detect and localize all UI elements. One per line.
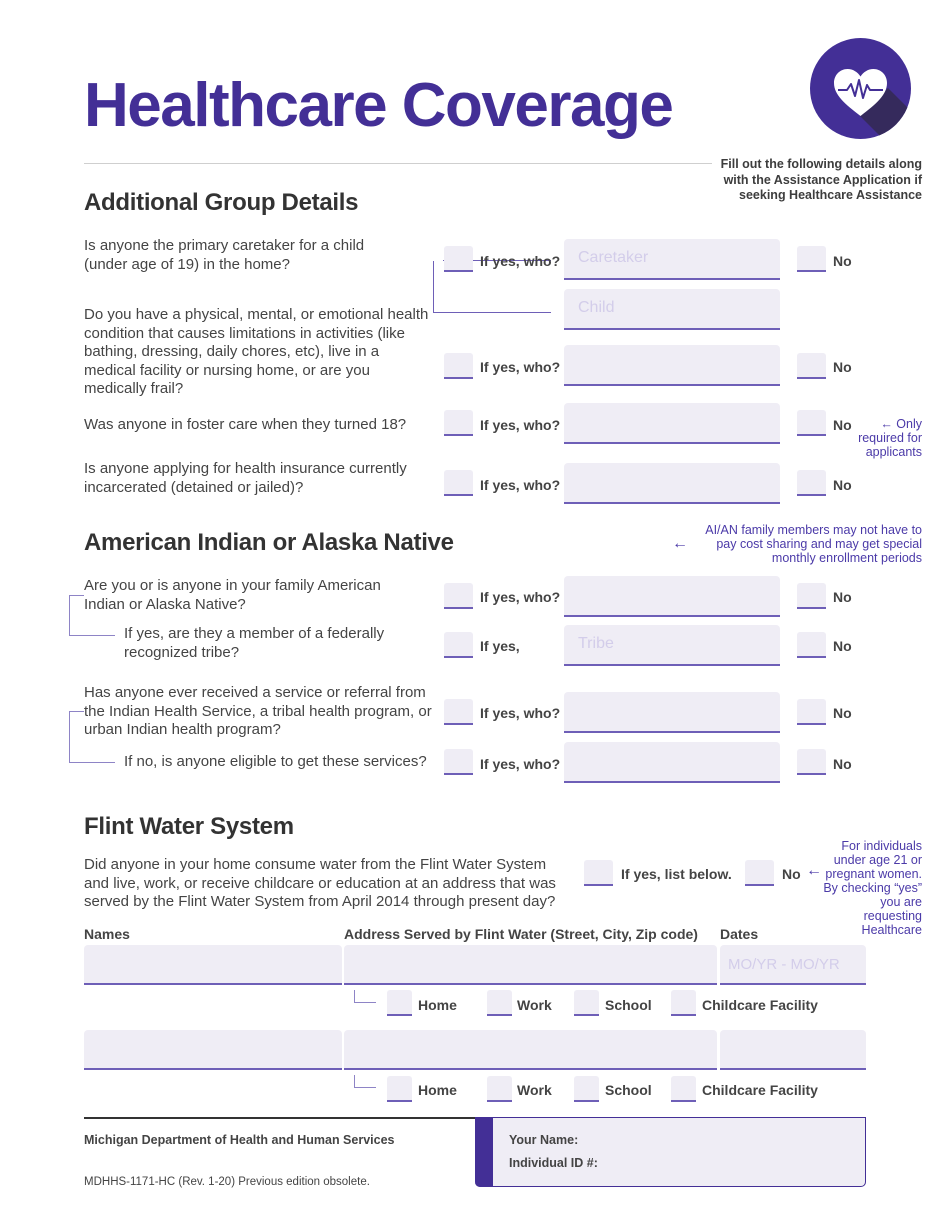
flint-row1-dates-field[interactable]: MO/YR - MO/YR (720, 945, 866, 985)
your-name-label[interactable]: Your Name: (509, 1133, 579, 1147)
row1-work-checkbox[interactable] (487, 990, 512, 1016)
foster-yes-checkbox[interactable] (444, 410, 473, 436)
flint-row1-name-field[interactable] (84, 945, 342, 985)
tribe-yes-checkbox[interactable] (444, 632, 473, 658)
foster-yes-label: If yes, who? (480, 417, 561, 433)
flint-note-arrow: ← (806, 862, 822, 879)
caretaker-no-label: No (833, 253, 852, 269)
question-ihs-eligible: If no, is anyone eligible to get these services? (124, 753, 427, 770)
aian-note: AI/AN family members may not have to pay cost sharing and may get special monthly enrollment periods (705, 523, 922, 565)
row1-school-checkbox[interactable] (574, 990, 599, 1016)
eligible-yes-checkbox[interactable] (444, 749, 473, 775)
column-dates: Dates (720, 926, 759, 942)
section-heading-group: Additional Group Details (84, 189, 359, 216)
row2-childcare-checkbox[interactable] (671, 1076, 696, 1102)
flint-yes-checkbox[interactable] (584, 860, 613, 886)
row1-work-label: Work (517, 997, 552, 1013)
flint-row2-address-field[interactable] (344, 1030, 717, 1070)
flint-note: For individuals under age 21 or pregnant women. By checking “yes” you are requesting Healthcare (823, 839, 922, 937)
page-title: Healthcare Coverage (84, 71, 673, 140)
flint-no-label: No (782, 866, 801, 882)
row1-childcare-label: Childcare Facility (702, 997, 818, 1013)
row2-work-checkbox[interactable] (487, 1076, 512, 1102)
incarcerated-no-checkbox[interactable] (797, 470, 826, 496)
individual-id-label[interactable]: Individual ID #: (509, 1156, 598, 1170)
health-no-label: No (833, 359, 852, 375)
aian-yes-label: If yes, who? (480, 589, 561, 605)
aian-yes-checkbox[interactable] (444, 583, 473, 609)
eligible-no-checkbox[interactable] (797, 749, 826, 775)
section-heading-aian: American Indian or Alaska Native (84, 529, 454, 556)
foster-no-checkbox[interactable] (797, 410, 826, 436)
aian-no-checkbox[interactable] (797, 583, 826, 609)
foster-no-label: No (833, 417, 852, 433)
caretaker-yes-label: If yes, who? (480, 253, 561, 269)
column-names: Names (84, 926, 130, 942)
section-heading-flint: Flint Water System (84, 813, 294, 840)
row2-connector (354, 1075, 376, 1088)
flint-row2-name-field[interactable] (84, 1030, 342, 1070)
caretaker-no-checkbox[interactable] (797, 246, 826, 272)
question-ihs-service: Has anyone ever received a service or referral from the Indian Health Service, a tribal health program, or urban Indian health program? (84, 684, 434, 740)
row2-school-checkbox[interactable] (574, 1076, 599, 1102)
header-divider (84, 163, 712, 164)
eligible-no-label: No (833, 756, 852, 772)
foster-note: ← Only required for applicants (858, 417, 922, 459)
child-field[interactable]: Child (564, 289, 780, 330)
row2-home-label: Home (418, 1082, 457, 1098)
caretaker-yes-checkbox[interactable] (444, 246, 473, 272)
question-caretaker: Is anyone the primary caretaker for a child (under age of 19) in the home? (84, 237, 365, 273)
row1-home-label: Home (418, 997, 457, 1013)
ihs-yes-checkbox[interactable] (444, 699, 473, 725)
row2-work-label: Work (517, 1082, 552, 1098)
question-aian: Are you or is anyone in your family American Indian or Alaska Native? (84, 577, 414, 614)
tribe-no-checkbox[interactable] (797, 632, 826, 658)
caretaker-field[interactable]: Caretaker (564, 239, 780, 280)
question-flint: Did anyone in your home consume water from the Flint Water System and live, work, or receive childcare or education at an address that was served by the Flint Water System from April 2014 through present day? (84, 856, 556, 910)
tribe-field[interactable]: Tribe (564, 625, 780, 666)
ihs-yes-label: If yes, who? (480, 705, 561, 721)
incarcerated-no-label: No (833, 477, 852, 493)
aian-who-field[interactable] (564, 576, 780, 617)
flint-yes-label: If yes, list below. (621, 866, 732, 882)
health-yes-checkbox[interactable] (444, 353, 473, 379)
agency-name: Michigan Department of Health and Human Services (84, 1133, 395, 1147)
row2-home-checkbox[interactable] (387, 1076, 412, 1102)
form-id: MDHHS-1171-HC (Rev. 1-20) Previous edition obsolete. (84, 1176, 370, 1188)
question-health-condition: Do you have a physical, mental, or emotional health condition that causes limitations in activities (like bathing, dressing, daily chores, etc), live in a medical facility or nursing home, or are you medically frail? (84, 306, 429, 397)
flint-row1-address-field[interactable] (344, 945, 717, 985)
question-incarcerated: Is anyone applying for health insurance currently incarcerated (detained or jailed)? (84, 460, 407, 496)
incarcerated-yes-label: If yes, who? (480, 477, 561, 493)
ihs-no-checkbox[interactable] (797, 699, 826, 725)
aian-no-label: No (833, 589, 852, 605)
eligible-who-field[interactable] (564, 742, 780, 783)
row1-childcare-checkbox[interactable] (671, 990, 696, 1016)
aian-note-arrow: ← (672, 535, 688, 552)
row2-childcare-label: Childcare Facility (702, 1082, 818, 1098)
health-who-field[interactable] (564, 345, 780, 386)
row1-home-checkbox[interactable] (387, 990, 412, 1016)
row2-school-label: School (605, 1082, 652, 1098)
row1-school-label: School (605, 997, 652, 1013)
ihs-who-field[interactable] (564, 692, 780, 733)
flint-no-checkbox[interactable] (745, 860, 774, 886)
health-no-checkbox[interactable] (797, 353, 826, 379)
ihs-no-label: No (833, 705, 852, 721)
id-box (475, 1117, 866, 1187)
flint-row2-dates-field[interactable] (720, 1030, 866, 1070)
heart-pulse-icon (810, 38, 911, 139)
tribe-yes-label: If yes, (480, 638, 520, 654)
health-yes-label: If yes, who? (480, 359, 561, 375)
foster-who-field[interactable] (564, 403, 780, 444)
question-foster-care: Was anyone in foster care when they turned 18? (84, 416, 407, 433)
row1-connector (354, 990, 376, 1003)
eligible-yes-label: If yes, who? (480, 756, 561, 772)
incarcerated-who-field[interactable] (564, 463, 780, 504)
incarcerated-yes-checkbox[interactable] (444, 470, 473, 496)
tribe-no-label: No (833, 638, 852, 654)
id-box-accent (475, 1117, 493, 1187)
intro-text: Fill out the following details along with the Assistance Application if seeking Healthcare Assistance (720, 157, 922, 202)
question-tribe-member: If yes, are they a member of a federally recognized tribe? (124, 625, 385, 661)
column-address: Address Served by Flint Water (Street, City, Zip code) (344, 926, 698, 942)
